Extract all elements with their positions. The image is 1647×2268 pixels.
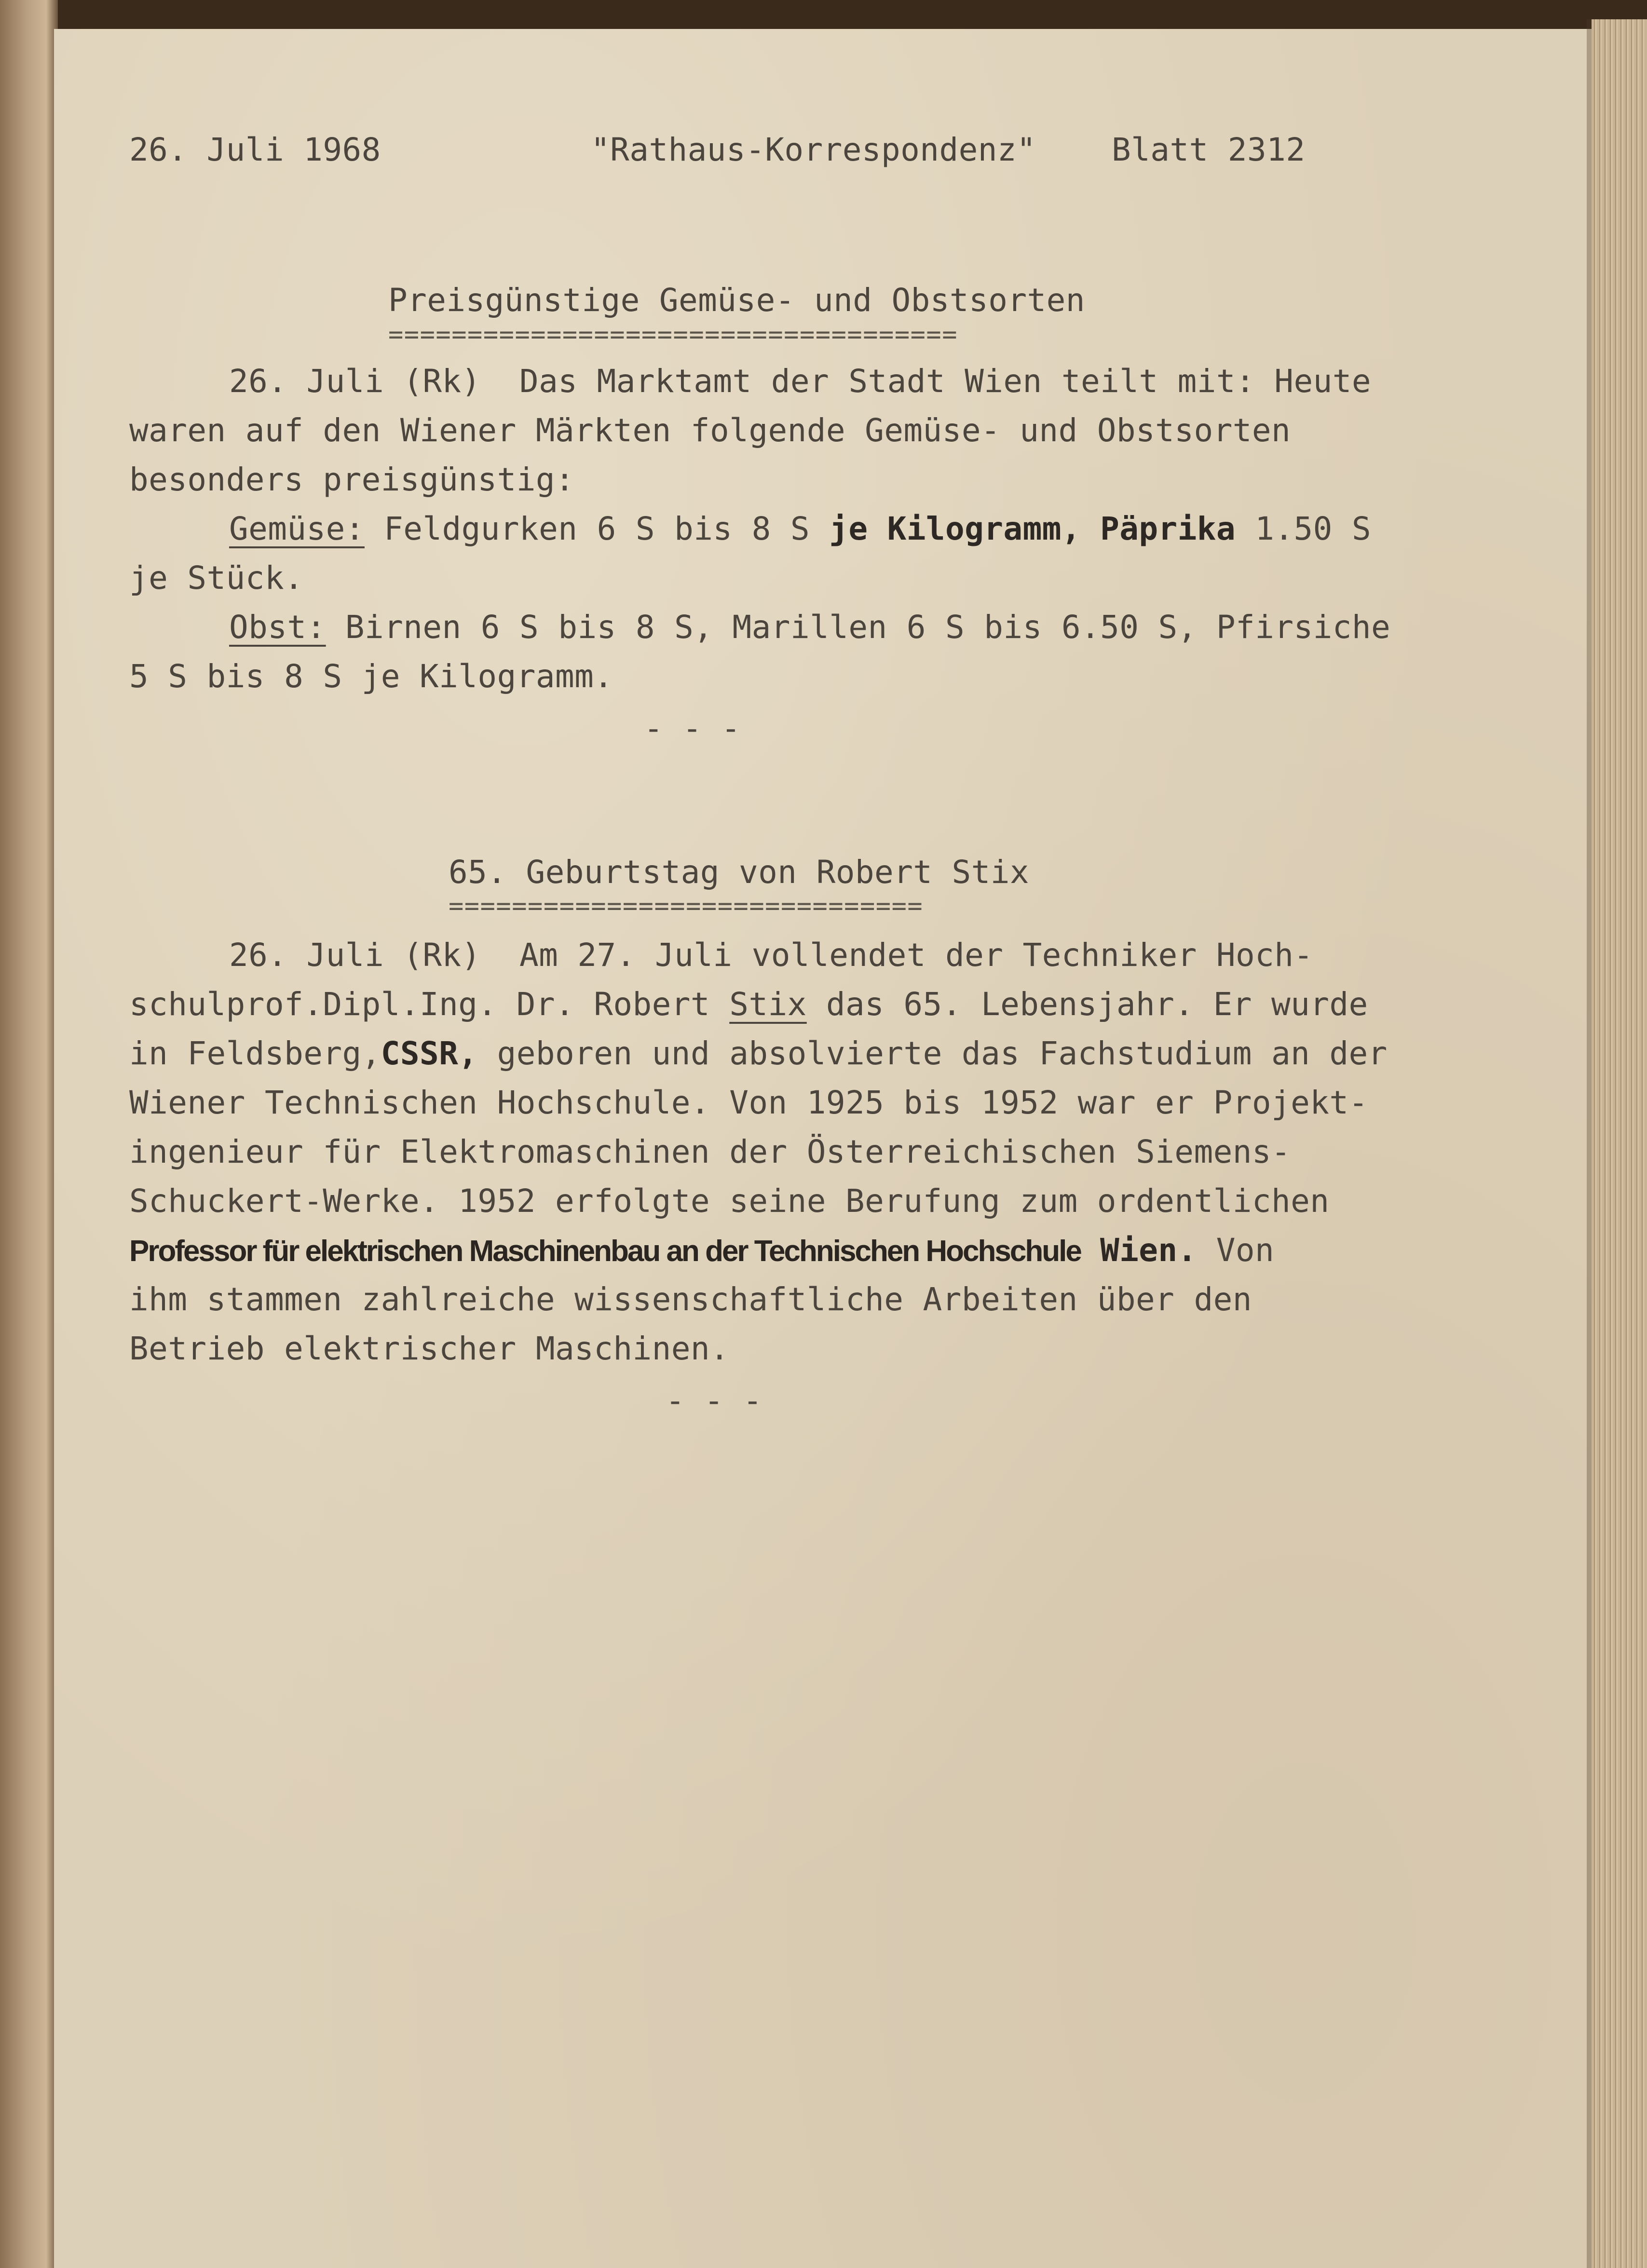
article2-line-part: schulprof.Dipl.Ing. Dr. Robert <box>129 986 730 1023</box>
article2-line: Wiener Technischen Hochschule. Von 1925 bis 1952 war er Projekt- <box>129 1084 1368 1121</box>
article1-line: waren auf den Wiener Märkten folgende Gemüse- und Obstsorten <box>129 412 1291 449</box>
fruit-line2: 5 S bis 8 S je Kilogramm. <box>129 658 613 695</box>
fruit-paragraph <box>229 609 1391 646</box>
article1-title: Preisgünstige Gemüse- und Obstsorten <box>388 282 1085 319</box>
header-sheet-number: Blatt 2312 <box>1112 131 1306 168</box>
article2-line: Schuckert-Werke. 1952 erfolgte seine Berufung zum ordentlichen <box>129 1182 1330 1220</box>
stacked-page-edges <box>1592 19 1647 2268</box>
country-abbreviation: CSSR, <box>381 1035 478 1072</box>
article2-title-rule: ============================== <box>449 894 924 919</box>
article2-line: ingenieur für Elektromaschinen der Österreichischen Siemens- <box>129 1133 1291 1170</box>
fruit-label: Obst: <box>229 609 326 646</box>
article2-separator: - - - <box>666 1382 762 1419</box>
header-date: 26. Juli 1968 <box>129 131 381 168</box>
article2-line <box>129 986 1368 1023</box>
article2-line: 26. Juli (Rk) Am 27. Juli vollendet der Techniker Hoch- <box>229 937 1313 974</box>
header-publication: "Rathaus-Korrespondenz" <box>591 131 1036 168</box>
article1-line: besonders preisgünstig: <box>129 461 575 498</box>
article2-line-part: Von <box>1197 1232 1275 1269</box>
adjacent-page-edge <box>0 0 58 2268</box>
article2-line-part: in Feldsberg, <box>129 1035 381 1072</box>
vegetables-price: 1.50 S <box>1236 510 1372 547</box>
article2-line: ihm stammen zahlreiche wissenschaftliche Arbeiten über den <box>129 1281 1252 1318</box>
article1-separator: - - - <box>644 710 741 747</box>
article2-line-part: das 65. Lebensjahr. Er wurde <box>806 986 1368 1023</box>
article2-line-part: geboren und absolvierte das Fachstudium an der <box>477 1035 1388 1072</box>
article2-line-part: Wien. <box>1080 1232 1197 1269</box>
article2-line: Betrieb elektrischer Maschinen. <box>129 1330 730 1367</box>
article2-line <box>129 1232 1275 1269</box>
vegetables-text-retyped: je Kilogramm, Päprika <box>829 510 1236 547</box>
article2-line <box>129 1035 1388 1072</box>
person-name: Stix <box>729 986 807 1023</box>
vegetables-text: Feldgurken 6 S bis 8 S <box>384 510 830 547</box>
retyped-text: Professor für elektrischen Maschinenbau an der Technischen Hochschule <box>129 1235 1081 1268</box>
vegetables-line2: je Stück. <box>129 559 304 597</box>
fruit-text: Birnen 6 S bis 8 S, Marillen 6 S bis 6.50 S, Pfirsiche <box>345 609 1391 646</box>
article1-line: 26. Juli (Rk) Das Marktamt der Stadt Wien teilt mit: Heute <box>229 363 1371 400</box>
article2-title: 65. Geburtstag von Robert Stix <box>449 854 1030 891</box>
vegetables-paragraph <box>229 510 1372 547</box>
vegetables-label: Gemüse: <box>229 510 365 547</box>
article1-title-rule: ==================================== <box>388 322 958 347</box>
